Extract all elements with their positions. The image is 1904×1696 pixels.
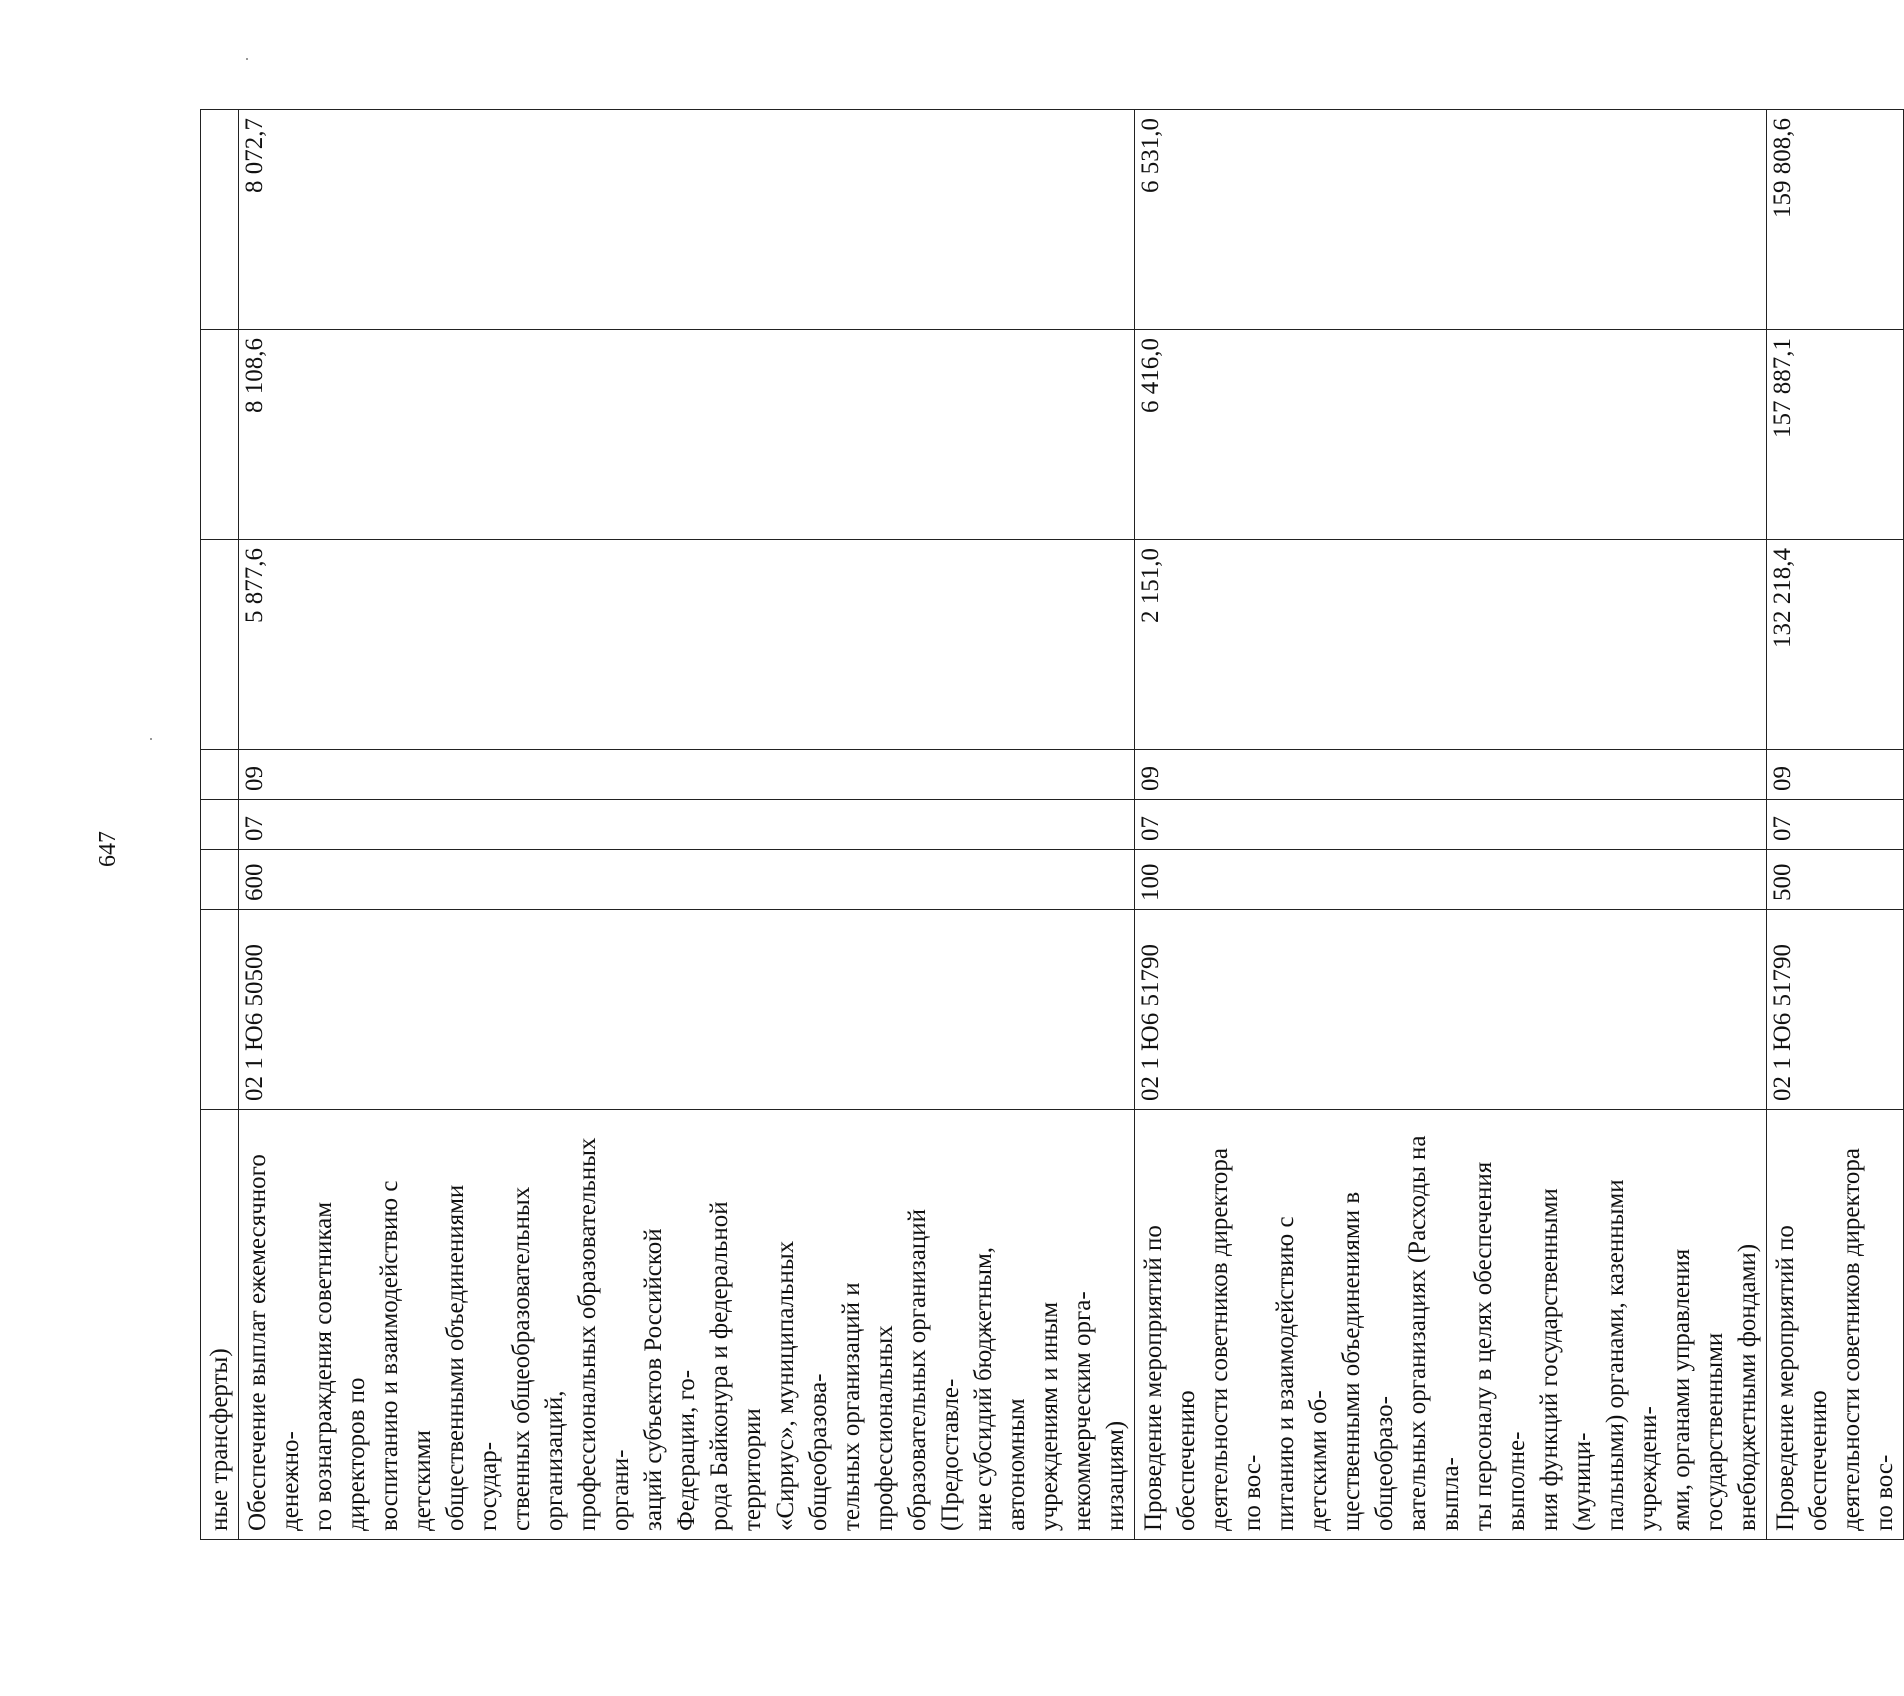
description-line: внебюджетными фондами) [1734, 1243, 1761, 1531]
subsection-code [201, 750, 239, 800]
section-code [201, 800, 239, 850]
table-row [1767, 110, 1904, 1540]
description-line: рода Байконура и федеральной территории [706, 1201, 766, 1531]
description-line: Проведение мероприятий по обеспечению [1140, 1225, 1200, 1531]
row-description [201, 1110, 239, 1540]
amount-year-3: 159 808,6 [1767, 110, 1904, 330]
description-line: Проведение мероприятий по обеспечению [1772, 1225, 1832, 1531]
description-line: заций субъектов Российской Федерации, го- [640, 1228, 700, 1531]
target-code: 02 1 Ю6 51790 [1767, 910, 1904, 1110]
scan-speck [246, 58, 248, 60]
expense-type: 500 [1767, 850, 1904, 910]
page-number: 647 [95, 831, 121, 867]
expense-type: 100 [1135, 850, 1767, 910]
description-line: «Сириус», муниципальных общеобразова- [772, 1240, 832, 1531]
row-description [1135, 1110, 1767, 1540]
table-row [201, 110, 239, 1540]
row-description [1767, 1110, 1904, 1540]
target-code: 02 1 Ю6 50500 [239, 910, 1135, 1110]
description-line: ственных общеобразовательных организаций, [508, 1186, 568, 1531]
amount-year-2 [201, 330, 239, 540]
description-line: учреждениям и иным некоммерческим орга- [1036, 1291, 1096, 1531]
section-code: 07 [239, 800, 1135, 850]
description-line: тельных организаций и профессиональных [838, 1282, 898, 1531]
description-line: деятельности советников директора по вос- [1838, 1147, 1898, 1531]
description-line: ние субсидий бюджетным, автономным [970, 1246, 1030, 1531]
budget-table [200, 109, 1904, 1540]
amount-year-2: 6 416,0 [1135, 330, 1767, 540]
subsection-code: 09 [239, 750, 1135, 800]
amount-year-1: 132 218,4 [1767, 540, 1904, 750]
description-line: вательных организациях (Расходы на выпла- [1404, 1135, 1464, 1531]
description-line: питанию и взаимодействию с детскими об- [1272, 1216, 1332, 1531]
subsection-code: 09 [1767, 750, 1904, 800]
description-line: ные трансферты) [206, 1348, 233, 1531]
row-description [239, 1110, 1135, 1540]
expense-type [201, 850, 239, 910]
table-row [1135, 110, 1767, 1540]
description-line: образовательных организаций (Предоставле- [904, 1208, 964, 1531]
subsection-code: 09 [1135, 750, 1767, 800]
amount-year-1: 5 877,6 [239, 540, 1135, 750]
amount-year-3: 8 072,7 [239, 110, 1135, 330]
amount-year-3 [201, 110, 239, 330]
description-line: щественными объединениями в общеобразо- [1338, 1191, 1398, 1531]
description-line: ты персоналу в целях обеспечения выполне- [1470, 1161, 1530, 1531]
amount-year-1: 2 151,0 [1135, 540, 1767, 750]
section-code: 07 [1767, 800, 1904, 850]
rotated-table-container [200, 110, 1898, 1540]
amount-year-2: 157 887,1 [1767, 330, 1904, 540]
amount-year-3: 6 531,0 [1135, 110, 1767, 330]
description-line: ями, органами управления государственными [1668, 1248, 1728, 1531]
description-line: деятельности советников директора по вос- [1206, 1147, 1266, 1531]
section-code: 07 [1135, 800, 1767, 850]
target-code: 02 1 Ю6 51790 [1135, 910, 1767, 1110]
description-line: ния функций государственными (муници- [1536, 1188, 1596, 1531]
description-line: общественными объединениями государ- [442, 1184, 502, 1531]
description-line: воспитанию и взаимодействию с детскими [376, 1180, 436, 1531]
description-line: профессиональных образовательных органи- [574, 1137, 634, 1531]
expense-type: 600 [239, 850, 1135, 910]
description-line: пальными) органами, казенными учреждени- [1602, 1179, 1662, 1531]
amount-year-2: 8 108,6 [239, 330, 1135, 540]
target-code [201, 910, 239, 1110]
scan-speck [150, 738, 152, 740]
description-line: Обеспечение выплат ежемесячного денежно- [244, 1154, 304, 1531]
description-line: го вознаграждения советникам директоров по [310, 1201, 370, 1531]
description-line: низациям) [1102, 1420, 1129, 1531]
table-row [239, 110, 1135, 1540]
amount-year-1 [201, 540, 239, 750]
